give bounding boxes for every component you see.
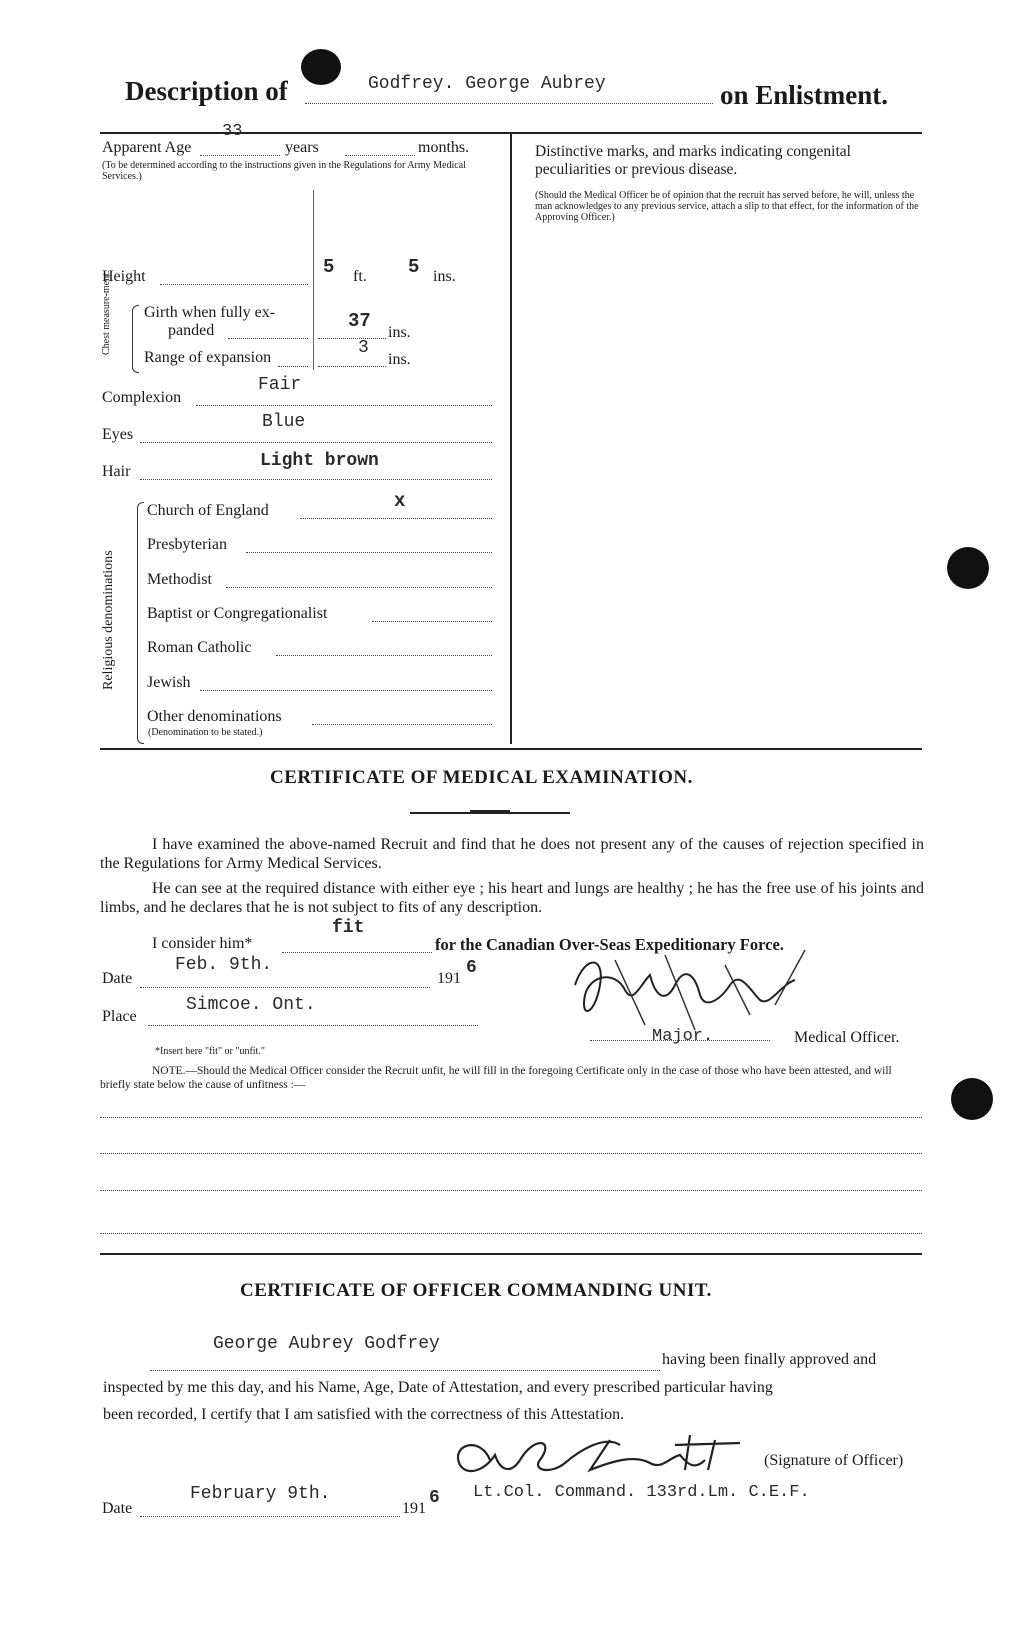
eyes-value: Blue <box>262 412 306 432</box>
age-months-dots <box>345 155 415 156</box>
range-value-dots <box>318 366 386 367</box>
religion-side-label: Religious denominations <box>101 550 116 690</box>
religion-jewish: Jewish <box>147 674 191 691</box>
punch-hole-lower <box>951 1078 993 1120</box>
column-divider <box>510 134 512 744</box>
medical-officer-rank: Major. <box>652 1027 714 1046</box>
height-dots <box>160 284 308 285</box>
age-label: Apparent Age <box>102 139 192 156</box>
age-years: years <box>285 139 319 156</box>
medical-para1: I have examined the above-named Recruit and find that he does not present any of the causes of rejection specified in the Regulations for Army Medical Services. <box>100 836 924 872</box>
commanding-date-dots <box>140 1516 400 1517</box>
height-ins: ins. <box>433 268 456 285</box>
header-name: Godfrey. George Aubrey <box>368 74 606 94</box>
range-ins: ins. <box>388 351 411 368</box>
value-column-line-left <box>313 190 314 370</box>
other-dots <box>312 724 492 725</box>
header-prefix: Description of <box>125 76 288 106</box>
hair-dots <box>140 479 492 480</box>
complexion-value: Fair <box>258 375 302 395</box>
recruit-name-dots <box>150 1370 660 1371</box>
girth-value: 37 <box>348 310 371 332</box>
religion-roman-catholic: Roman Catholic <box>147 639 252 656</box>
unfitness-line-3 <box>100 1190 922 1191</box>
medical-para2: He can see at the required distance with either eye ; his heart and lungs are healthy ; he has the free use of his joints and limbs, and he declares that he is not subject to fits of any description. <box>100 880 924 916</box>
age-dots <box>200 155 280 156</box>
medical-officer-signature <box>555 945 855 1035</box>
approval-line-1: having been finally approved and <box>662 1351 877 1368</box>
medical-place-label: Place <box>102 1008 137 1025</box>
chest-brace <box>132 305 139 373</box>
header-name-line <box>305 103 713 104</box>
medical-note: NOTE.—Should the Medical Officer consider the Recruit unfit, he will fill in the foregoing Certificate only in the case of those who have been attested, and will briefly state below the cause of unfitness :— <box>100 1065 892 1091</box>
denomination-note: (Denomination to be stated.) <box>148 727 263 738</box>
presbyterian-dots <box>246 552 492 553</box>
girth-label-1: Girth when fully ex- <box>144 304 276 321</box>
unfitness-line-1 <box>100 1117 922 1118</box>
religion-baptist: Baptist or Congregationalist <box>147 605 328 622</box>
height-ft: ft. <box>353 268 367 285</box>
consider-prefix: I consider him* <box>152 935 253 952</box>
recruit-name: George Aubrey Godfrey <box>213 1334 440 1354</box>
unfitness-line-2 <box>100 1153 922 1154</box>
approval-line-3: been recorded, I certify that I am satisfied with the correctness of this Attestation. <box>103 1406 625 1423</box>
hair-value: Light brown <box>260 451 379 471</box>
range-label: Range of expansion <box>144 349 272 366</box>
chest-side-label: Chest measure-ment. <box>101 270 112 355</box>
medical-title-ornament-center <box>470 810 510 814</box>
girth-label-2: panded <box>168 322 215 339</box>
commanding-year-digit: 6 <box>429 1488 440 1508</box>
medical-place-dots <box>148 1025 478 1026</box>
commanding-year-prefix: 191 <box>402 1500 426 1517</box>
consider-value: fit <box>332 918 365 938</box>
religion-other: Other denominations <box>147 708 282 725</box>
approval-line-2: inspected by me this day, and his Name, Age, Date of Attestation, and every prescribed particular having <box>103 1379 773 1396</box>
methodist-dots <box>226 587 492 588</box>
eyes-label: Eyes <box>102 426 134 443</box>
religion-methodist: Methodist <box>147 571 212 588</box>
complexion-label: Complexion <box>102 389 182 406</box>
baptist-dots <box>372 621 492 622</box>
punch-hole-top <box>301 49 341 85</box>
range-dots <box>278 366 308 367</box>
header-suffix: on Enlistment. <box>720 80 889 110</box>
height-in-value: 5 <box>408 256 420 278</box>
commanding-officer-signature <box>440 1415 770 1485</box>
hair-label: Hair <box>102 463 131 480</box>
punch-hole-middle <box>947 547 989 589</box>
height-ft-value: 5 <box>323 256 335 278</box>
medical-date-dots <box>140 987 430 988</box>
distinctive-marks-note: (Should the Medical Officer be of opinion that the recruit has served before, he will, unless the man acknowledges to any previous service, attach a slip to that effect, for the information of the Approving Officer.) <box>535 190 919 223</box>
distinctive-marks-title: Distinctive marks, and marks indicating congenital peculiarities or previous disease. <box>535 143 851 178</box>
church-dots <box>300 518 492 519</box>
commanding-date-value: February 9th. <box>190 1484 331 1504</box>
signature-of-officer-label: (Signature of Officer) <box>764 1452 904 1469</box>
religion-presbyterian: Presbyterian <box>147 536 227 553</box>
section-rule-2 <box>100 1253 922 1255</box>
religion-brace <box>137 502 144 744</box>
commanding-title: CERTIFICATE OF OFFICER COMMANDING UNIT. <box>240 1280 712 1301</box>
eyes-dots <box>140 442 492 443</box>
girth-ins: ins. <box>388 324 411 341</box>
age-value: 33 <box>222 122 243 141</box>
complexion-dots <box>196 405 492 406</box>
insert-note: *Insert here "fit" or "unfit." <box>155 1046 265 1057</box>
medical-date-value: Feb. 9th. <box>175 955 273 975</box>
age-months: months. <box>418 139 470 156</box>
height-label: Height <box>102 268 146 285</box>
jewish-dots <box>200 690 492 691</box>
medical-year-digit: 6 <box>466 958 477 978</box>
church-mark: x <box>394 490 406 512</box>
medical-place-value: Simcoe. Ont. <box>186 995 316 1015</box>
section-rule <box>100 748 922 750</box>
medical-officer-label: Medical Officer. <box>794 1029 900 1046</box>
girth-dots <box>228 338 308 339</box>
consider-suffix: for the Canadian Over-Seas Expeditionary Force. <box>435 935 784 954</box>
religion-church-of-england: Church of England <box>147 502 269 519</box>
unfitness-line-4 <box>100 1233 922 1234</box>
consider-dots <box>282 952 432 953</box>
medical-year-prefix: 191 <box>437 970 461 987</box>
girth-value-dots <box>318 338 386 339</box>
range-value: 3 <box>358 338 369 358</box>
age-note: (To be determined according to the instructions given in the Regulations for Army Medical Services.) <box>102 160 466 182</box>
commanding-officer-title: Lt.Col. Command. 133rd.Lm. C.E.F. <box>473 1483 810 1502</box>
catholic-dots <box>276 655 492 656</box>
medical-title: CERTIFICATE OF MEDICAL EXAMINATION. <box>270 767 693 788</box>
medical-date-label: Date <box>102 970 133 987</box>
commanding-date-label: Date <box>102 1500 133 1517</box>
